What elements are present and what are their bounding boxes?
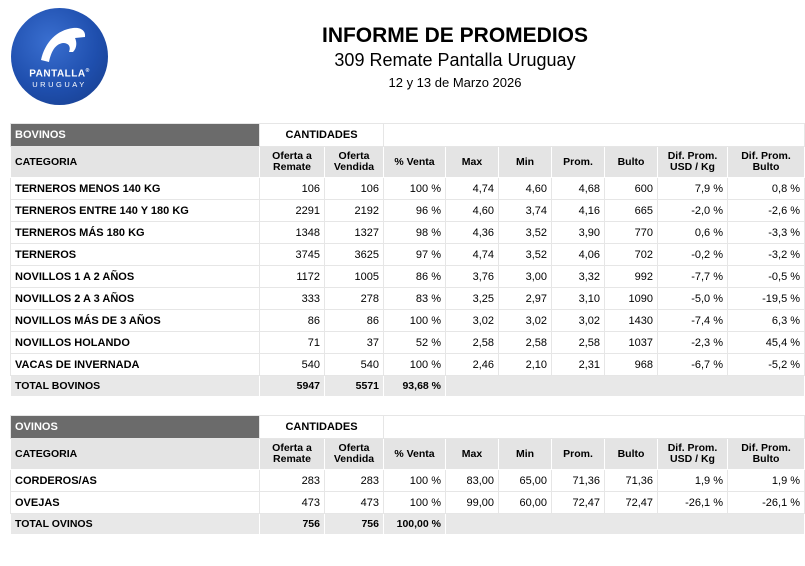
cell-oferta-remate: 540 (260, 354, 325, 376)
cell-categoria: CORDEROS/AS (11, 470, 260, 492)
table-row (11, 332, 805, 354)
col-dif-bulto: Dif. Prom. Bulto (728, 439, 805, 470)
cell-oferta-vendida: 3625 (325, 244, 384, 266)
col-oferta-remate: Oferta a Remate (260, 147, 325, 178)
cell-oferta-remate: 106 (260, 178, 325, 200)
cell-prom: 2,31 (552, 354, 605, 376)
cell-dif-bulto: 0,8 % (728, 178, 805, 200)
cell-pct-venta: 100 % (384, 178, 446, 200)
cell-dif-bulto: 1,9 % (728, 470, 805, 492)
bovinos-table (10, 123, 805, 397)
col-prom: Prom. (552, 147, 605, 178)
total-row-ovinos (11, 514, 805, 535)
cell-min: 65,00 (499, 470, 552, 492)
cell-min: 4,60 (499, 178, 552, 200)
cell-dif-bulto: -5,2 % (728, 354, 805, 376)
col-dif-bulto: Dif. Prom. Bulto (728, 147, 805, 178)
cell-dif-usd: 7,9 % (658, 178, 728, 200)
cell-max: 83,00 (446, 470, 499, 492)
table-row (11, 178, 805, 200)
cell-dif-bulto: 6,3 % (728, 310, 805, 332)
cell-dif-bulto: -19,5 % (728, 288, 805, 310)
table-header (11, 147, 805, 178)
horse-head-icon (11, 8, 108, 105)
cell-oferta-remate: 1348 (260, 222, 325, 244)
table-row (11, 492, 805, 514)
col-categoria: CATEGORIA (11, 439, 260, 470)
cell-oferta-remate: 1172 (260, 266, 325, 288)
cell-dif-usd: -0,2 % (658, 244, 728, 266)
cell-dif-bulto: 45,4 % (728, 332, 805, 354)
cell-dif-usd: -26,1 % (658, 492, 728, 514)
cell-bulto: 600 (605, 178, 658, 200)
cell-pct-venta: 52 % (384, 332, 446, 354)
cell-oferta-vendida: 283 (325, 470, 384, 492)
section-title-bovinos: BOVINOS (11, 124, 260, 147)
cell-oferta-vendida: 2192 (325, 200, 384, 222)
total-oferta-remate: 756 (260, 514, 325, 535)
cell-dif-bulto: -3,3 % (728, 222, 805, 244)
cell-categoria: NOVILLOS 1 A 2 AÑOS (11, 266, 260, 288)
cell-min: 3,74 (499, 200, 552, 222)
cell-oferta-remate: 3745 (260, 244, 325, 266)
table-row (11, 266, 805, 288)
cell-max: 99,00 (446, 492, 499, 514)
cell-pct-venta: 100 % (384, 310, 446, 332)
cell-bulto: 1090 (605, 288, 658, 310)
col-dif-usd: Dif. Prom. USD / Kg (658, 439, 728, 470)
table-row (11, 354, 805, 376)
col-oferta-remate: Oferta a Remate (260, 439, 325, 470)
cell-bulto: 72,47 (605, 492, 658, 514)
cell-pct-venta: 86 % (384, 266, 446, 288)
cell-prom: 3,90 (552, 222, 605, 244)
cell-pct-venta: 97 % (384, 244, 446, 266)
col-dif-usd: Dif. Prom. USD / Kg (658, 147, 728, 178)
cell-prom: 3,10 (552, 288, 605, 310)
cell-max: 2,58 (446, 332, 499, 354)
cell-bulto: 71,36 (605, 470, 658, 492)
total-label: TOTAL BOVINOS (11, 376, 260, 397)
cell-min: 2,58 (499, 332, 552, 354)
cell-min: 3,00 (499, 266, 552, 288)
cell-dif-usd: -7,7 % (658, 266, 728, 288)
cell-max: 2,46 (446, 354, 499, 376)
cell-max: 4,36 (446, 222, 499, 244)
cell-bulto: 665 (605, 200, 658, 222)
col-pct-venta: % Venta (384, 439, 446, 470)
cell-min: 2,10 (499, 354, 552, 376)
table-header (11, 439, 805, 470)
cell-oferta-vendida: 86 (325, 310, 384, 332)
col-prom: Prom. (552, 439, 605, 470)
cell-dif-usd: -2,3 % (658, 332, 728, 354)
cell-min: 3,02 (499, 310, 552, 332)
cell-oferta-vendida: 540 (325, 354, 384, 376)
cell-bulto: 1430 (605, 310, 658, 332)
cell-max: 4,60 (446, 200, 499, 222)
cell-bulto: 992 (605, 266, 658, 288)
cell-dif-usd: -7,4 % (658, 310, 728, 332)
cantidades-label: CANTIDADES (260, 124, 384, 147)
cell-categoria: NOVILLOS 2 A 3 AÑOS (11, 288, 260, 310)
col-pct-venta: % Venta (384, 147, 446, 178)
cell-categoria: NOVILLOS HOLANDO (11, 332, 260, 354)
cantidades-label: CANTIDADES (260, 416, 384, 439)
col-min: Min (499, 147, 552, 178)
cell-dif-bulto: -2,6 % (728, 200, 805, 222)
section-title-ovinos: OVINOS (11, 416, 260, 439)
total-oferta-vendida: 756 (325, 514, 384, 535)
cell-max: 4,74 (446, 244, 499, 266)
cell-min: 2,97 (499, 288, 552, 310)
cell-categoria: TERNEROS MENOS 140 KG (11, 178, 260, 200)
cell-dif-bulto: -26,1 % (728, 492, 805, 514)
total-row-bovinos (11, 376, 805, 397)
cell-prom: 4,68 (552, 178, 605, 200)
cell-oferta-vendida: 37 (325, 332, 384, 354)
cell-max: 3,25 (446, 288, 499, 310)
cell-categoria: TERNEROS ENTRE 140 Y 180 KG (11, 200, 260, 222)
cell-pct-venta: 100 % (384, 470, 446, 492)
cell-dif-usd: 1,9 % (658, 470, 728, 492)
cell-oferta-remate: 71 (260, 332, 325, 354)
total-oferta-remate: 5947 (260, 376, 325, 397)
logo-text: PANTALLA® (29, 68, 90, 80)
cell-prom: 3,32 (552, 266, 605, 288)
report-title: INFORME DE PROMEDIOS (321, 24, 589, 47)
table-row (11, 310, 805, 332)
cell-dif-usd: -5,0 % (658, 288, 728, 310)
col-bulto: Bulto (605, 147, 658, 178)
col-categoria: CATEGORIA (11, 147, 260, 178)
table-row (11, 288, 805, 310)
cell-oferta-vendida: 1005 (325, 266, 384, 288)
cell-prom: 2,58 (552, 332, 605, 354)
col-min: Min (499, 439, 552, 470)
report-subtitle: 309 Remate Pantalla Uruguay (334, 50, 576, 70)
cell-oferta-remate: 2291 (260, 200, 325, 222)
cell-prom: 4,06 (552, 244, 605, 266)
cell-pct-venta: 100 % (384, 354, 446, 376)
table-row (11, 470, 805, 492)
cell-oferta-remate: 283 (260, 470, 325, 492)
col-bulto: Bulto (605, 439, 658, 470)
cell-min: 60,00 (499, 492, 552, 514)
cell-pct-venta: 98 % (384, 222, 446, 244)
table-row (11, 222, 805, 244)
total-label: TOTAL OVINOS (11, 514, 260, 535)
cell-max: 3,76 (446, 266, 499, 288)
total-pct-venta: 100,00 % (384, 514, 446, 535)
cell-oferta-remate: 333 (260, 288, 325, 310)
pantalla-logo (11, 8, 108, 105)
col-max: Max (446, 147, 499, 178)
cell-categoria: OVEJAS (11, 492, 260, 514)
cell-dif-bulto: -0,5 % (728, 266, 805, 288)
cell-categoria: VACAS DE INVERNADA (11, 354, 260, 376)
cell-bulto: 702 (605, 244, 658, 266)
cell-oferta-vendida: 1327 (325, 222, 384, 244)
cell-pct-venta: 100 % (384, 492, 446, 514)
cell-prom: 3,02 (552, 310, 605, 332)
ovinos-table (10, 415, 805, 535)
cell-pct-venta: 96 % (384, 200, 446, 222)
cell-oferta-vendida: 278 (325, 288, 384, 310)
cell-min: 3,52 (499, 244, 552, 266)
cell-oferta-remate: 473 (260, 492, 325, 514)
report-date: 12 y 13 de Marzo 2026 (388, 75, 522, 90)
table-row (11, 244, 805, 266)
cell-prom: 71,36 (552, 470, 605, 492)
cell-oferta-vendida: 473 (325, 492, 384, 514)
cell-oferta-remate: 86 (260, 310, 325, 332)
logo-subtext: URUGUAY (32, 80, 87, 89)
col-max: Max (446, 439, 499, 470)
cell-dif-usd: -2,0 % (658, 200, 728, 222)
cell-bulto: 1037 (605, 332, 658, 354)
table-row (11, 200, 805, 222)
cell-prom: 72,47 (552, 492, 605, 514)
cell-categoria: TERNEROS MÁS 180 KG (11, 222, 260, 244)
col-oferta-vendida: Oferta Vendida (325, 147, 384, 178)
cell-categoria: TERNEROS (11, 244, 260, 266)
cell-pct-venta: 83 % (384, 288, 446, 310)
cell-bulto: 968 (605, 354, 658, 376)
total-oferta-vendida: 5571 (325, 376, 384, 397)
cell-prom: 4,16 (552, 200, 605, 222)
cell-max: 4,74 (446, 178, 499, 200)
col-oferta-vendida: Oferta Vendida (325, 439, 384, 470)
cell-bulto: 770 (605, 222, 658, 244)
cell-dif-bulto: -3,2 % (728, 244, 805, 266)
cell-oferta-vendida: 106 (325, 178, 384, 200)
cell-max: 3,02 (446, 310, 499, 332)
cell-dif-usd: 0,6 % (658, 222, 728, 244)
total-pct-venta: 93,68 % (384, 376, 446, 397)
cell-dif-usd: -6,7 % (658, 354, 728, 376)
cell-categoria: NOVILLOS MÁS DE 3 AÑOS (11, 310, 260, 332)
cell-min: 3,52 (499, 222, 552, 244)
